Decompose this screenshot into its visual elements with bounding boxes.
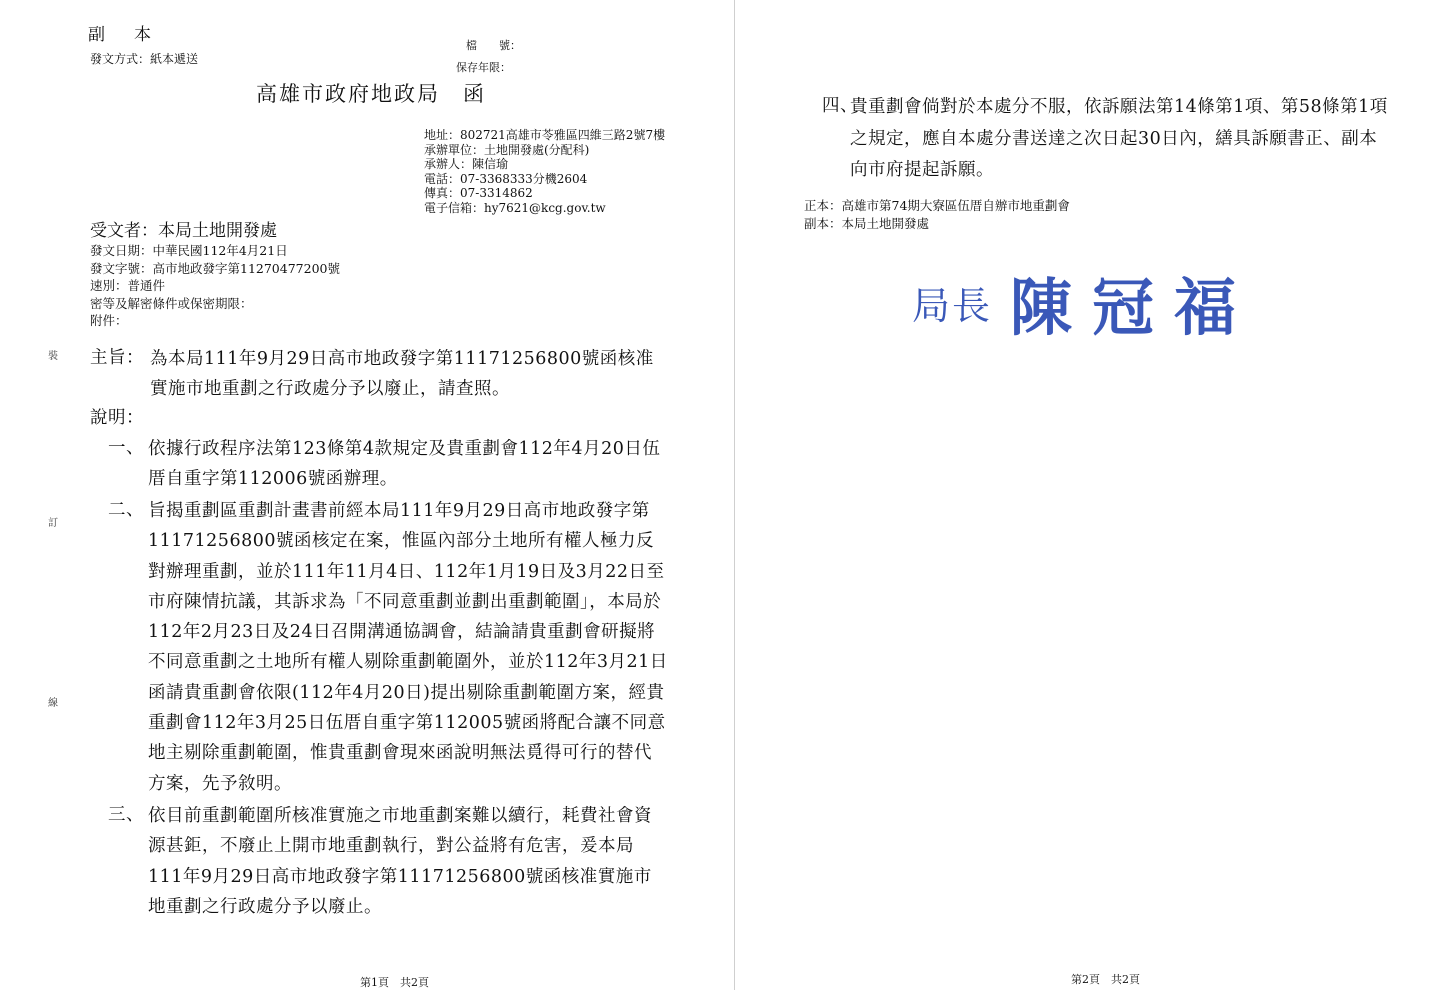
secrecy-level: 密等及解密條件或保密期限： (90, 295, 253, 311)
gist-label: 主旨： (90, 348, 144, 368)
distribution-list (804, 197, 1070, 233)
gist-text: 為本局111年9月29日高市地政發字第11171256800號函核准實施市地重劃之行政處分予以廢止，請查照。 (150, 349, 654, 399)
copy-recipient: 副本：本局土地開發處 (804, 216, 930, 231)
page-number-footer: 第2頁 共2頁 (1071, 973, 1140, 986)
contact-fax: 傳真：07-3314862 (424, 186, 533, 201)
binding-mark-2: 訂 (48, 518, 58, 529)
stamp-title: 局長 (912, 284, 993, 328)
binding-mark-1: 裝 (48, 351, 58, 362)
attachments: 附件： (90, 313, 128, 329)
original-recipient: 正本：高雄市第74期大寮區伍厝自辦市地重劃會 (804, 198, 1070, 213)
item-text: 旨揭重劃區重劃計畫書前經本局111年9月29日高市地政發字第11171256800號函核定在案，惟區內部分土地所有權人極力反對辦理重劃，並於111年11月4日、112年1月19日及3月22日至市府陳情抗議，其訴求為「不同意重劃並劃出重劃範圍」，本局於112年2月23日及24日召開溝通協調會，結論請貴重劃會研擬將不同意重劃之土地所有權人剔除重劃範圍外，並於112年3月21日函請貴重劃會依限(112年4月20日)提出剔除重劃範圍方案，經貴重劃會112年3月25日伍厝自重字第112005號函將配合讓不同意地主剔除重劃範圍，惟貴重劃會現來函說明無法覓得可行的替代方案，先予敘明。 (148, 501, 668, 794)
issue-number: 發文字號：高市地政發字第11270477200號 (90, 260, 340, 276)
item-number: 三、 (108, 805, 144, 825)
contact-block (424, 128, 665, 216)
stamp-name: 陳冠福 (1010, 271, 1257, 344)
item-number: 二、 (108, 500, 144, 520)
issue-date: 發文日期：中華民國112年4月21日 (90, 243, 288, 258)
binding-mark-3: 線 (48, 698, 58, 709)
contact-address: 地址：802721高雄市苓雅區四維三路2號7樓 (424, 128, 666, 142)
contact-phone: 電話：07-3368333分機2604 (424, 171, 588, 186)
document-page-2 (736, 0, 1440, 990)
document-title: 高雄市政府地政局 函 (256, 82, 486, 106)
explanation-label: 說明： (90, 408, 144, 428)
item-text: 貴重劃會倘對於本處分不服，依訴願法第14條第1項、第58條第1項之規定，應自本處分書送達之次日起30日內，繕具訴願書正、副本向市府提起訴願。 (850, 97, 1388, 180)
copy-mark: 副 本 (88, 25, 157, 45)
page-number-footer: 第1頁 共2頁 (360, 976, 429, 989)
item-text: 依目前重劃範圍所核准實施之市地重劃案難以續行，耗費社會資源甚鉅，不廢止上開市地重劃執行，對公益將有危害，爰本局111年9月29日高市地政發字第11171256800號函核准實施市地重劃之行政處分予以廢止。 (148, 806, 652, 917)
retention-period-label: 保存年限： (456, 61, 511, 74)
contact-handler: 承辦人：陳信瑜 (424, 157, 509, 172)
recipient: 受文者：本局土地開發處 (90, 221, 277, 241)
item-text: 依據行政程序法第123條第4款規定及貴重劃會112年4月20日伍厝自重字第112006號函辦理。 (148, 439, 661, 490)
director-signature-stamp (912, 258, 1256, 347)
contact-email: 電子信箱：hy7621@kcg.gov.tw (424, 200, 606, 215)
send-method: 發文方式：紙本遞送 (90, 52, 199, 66)
document-meta (90, 242, 340, 330)
delivery-speed: 速別：普通件 (90, 278, 166, 294)
archive-number-label: 檔 號： (466, 39, 521, 52)
item-number: 四、 (822, 96, 858, 116)
contact-unit: 承辦單位：土地開發處(分配科) (424, 142, 590, 157)
item-number: 一、 (108, 438, 144, 458)
